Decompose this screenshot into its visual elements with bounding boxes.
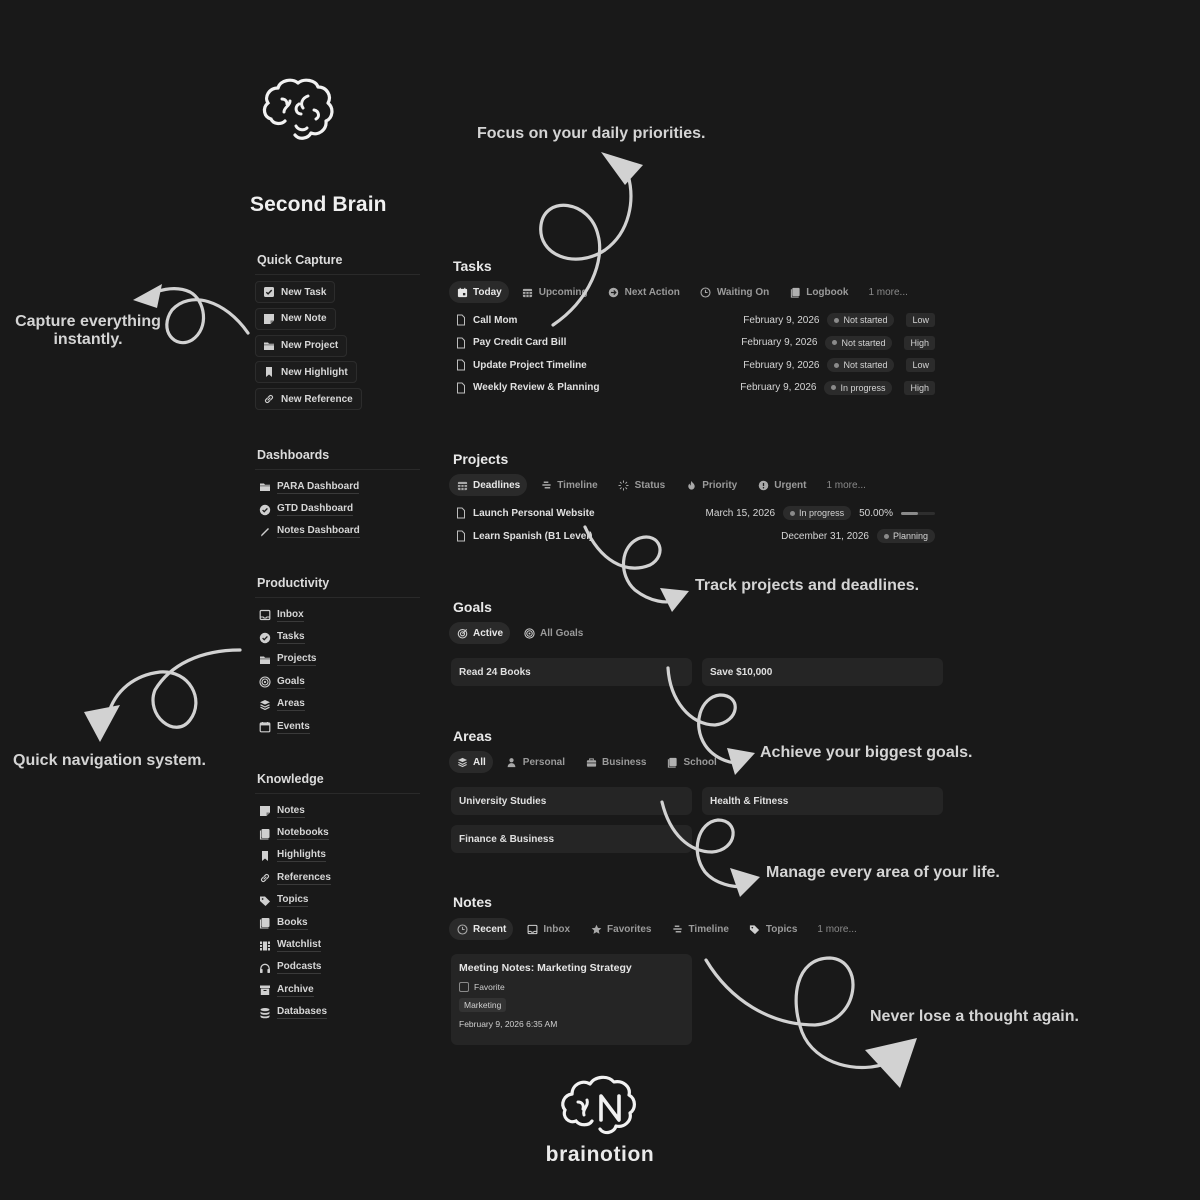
sidebar-item-podcasts[interactable]: Podcasts	[255, 957, 420, 979]
tasks-tabs	[449, 281, 915, 303]
status-badge: Planning	[877, 529, 935, 543]
progress-value: 50.00%	[859, 507, 893, 519]
tab-business[interactable]: Business	[578, 751, 653, 773]
tab-more[interactable]: 1 more...	[868, 286, 908, 298]
person-icon	[506, 756, 518, 768]
clock-icon	[700, 286, 712, 298]
area-card[interactable]: Finance & Business	[451, 825, 692, 853]
goal-card[interactable]: Read 24 Books	[451, 658, 692, 686]
priority-badge: Low	[906, 358, 935, 372]
task-row[interactable]: Update Project Timeline February 9, 2026 Not started Low	[455, 354, 935, 376]
tab-favorites[interactable]: Favorites	[583, 918, 658, 940]
calendar-day-icon	[456, 286, 468, 298]
star-icon	[590, 923, 602, 935]
task-row[interactable]: Call Mom February 9, 2026 Not started Low	[455, 309, 935, 331]
tab-upcoming[interactable]: Upcoming	[515, 281, 595, 303]
tab-school[interactable]: School	[660, 751, 724, 773]
sidebar-item-notes-dashboard[interactable]: Notes Dashboard	[255, 521, 420, 543]
tab-personal[interactable]: Personal	[499, 751, 572, 773]
project-date: December 31, 2026	[781, 530, 869, 542]
knowledge-heading: Knowledge	[255, 772, 420, 794]
archive-icon	[259, 984, 271, 996]
layers-icon	[456, 756, 468, 768]
area-card[interactable]: University Studies	[451, 787, 692, 815]
tag-icon	[749, 923, 761, 935]
tab-all[interactable]: All	[449, 751, 493, 773]
sidebar-item-gtd-dashboard[interactable]: GTD Dashboard	[255, 498, 420, 520]
brainotion-logo-icon	[556, 1072, 644, 1138]
goals-heading: Goals	[453, 599, 492, 615]
project-row[interactable]: Learn Spanish (B1 Level) December 31, 2026 Planning	[455, 525, 935, 547]
task-date: February 9, 2026	[743, 314, 820, 326]
annotation-navigation: Quick navigation system.	[13, 752, 206, 769]
tab-timeline[interactable]: Timeline	[533, 474, 604, 496]
note-icon	[263, 313, 275, 325]
knowledge-section	[255, 772, 420, 1024]
progress-bar	[901, 512, 935, 515]
target-icon	[259, 676, 271, 688]
sidebar-item-books[interactable]: Books	[255, 912, 420, 934]
area-card[interactable]: Health & Fitness	[702, 787, 943, 815]
note-title: Meeting Notes: Marketing Strategy	[459, 962, 632, 974]
check-circle-icon	[259, 504, 271, 516]
status-badge: In progress	[824, 381, 892, 395]
note-date: February 9, 2026 6:35 AM	[459, 1019, 558, 1029]
status-badge: Not started	[827, 358, 894, 372]
book-icon	[789, 286, 801, 298]
task-row[interactable]: Pay Credit Card Bill February 9, 2026 Not started High	[455, 332, 935, 354]
notebook-icon	[259, 828, 271, 840]
annotation-daily: Focus on your daily priorities.	[477, 125, 706, 142]
target-icon	[523, 627, 535, 639]
headphones-icon	[259, 962, 271, 974]
dashboards-heading: Dashboards	[255, 448, 420, 470]
goals-tabs	[449, 622, 590, 644]
task-date: February 9, 2026	[743, 359, 820, 371]
sidebar-item-notes[interactable]: Notes	[255, 800, 420, 822]
inbox-icon	[259, 609, 271, 621]
sidebar-item-archive[interactable]: Archive	[255, 979, 420, 1001]
annotation-capture: Capture everything instantly.	[15, 313, 161, 348]
brand-name: brainotion	[545, 1143, 655, 1166]
sidebar-item-tasks[interactable]: Tasks	[255, 626, 420, 648]
new-highlight-button[interactable]: New Highlight	[255, 361, 357, 383]
sidebar-item-highlights[interactable]: Highlights	[255, 845, 420, 867]
priority-badge: High	[904, 381, 935, 395]
book-icon	[259, 917, 271, 929]
note-card[interactable]	[451, 954, 692, 1045]
bookmark-icon	[263, 366, 275, 378]
tab-active[interactable]: Active	[449, 622, 510, 644]
inbox-icon	[526, 923, 538, 935]
tab-inbox[interactable]: Inbox	[519, 918, 577, 940]
calendar-icon	[259, 721, 271, 733]
areas-tabs	[449, 751, 724, 773]
clock-icon	[456, 923, 468, 935]
pencil-icon	[259, 526, 271, 538]
checkbox-icon	[263, 286, 275, 298]
task-row[interactable]: Weekly Review & Planning February 9, 2026 In progress High	[455, 377, 935, 399]
timeline-icon	[540, 479, 552, 491]
sidebar-item-watchlist[interactable]: Watchlist	[255, 934, 420, 956]
tab-priority[interactable]: Priority	[678, 474, 744, 496]
project-date: March 15, 2026	[705, 507, 776, 519]
app-title: Second Brain	[250, 193, 387, 216]
note-tag: Marketing	[459, 998, 506, 1012]
notes-tabs	[449, 918, 864, 940]
annotation-areas: Manage every area of your life.	[766, 864, 1000, 881]
notebook-icon	[667, 756, 679, 768]
sidebar-item-inbox[interactable]: Inbox	[255, 604, 420, 626]
briefcase-icon	[585, 756, 597, 768]
calendar-grid-icon	[522, 286, 534, 298]
tab-status[interactable]: Status	[611, 474, 673, 496]
sidebar-item-references[interactable]: References	[255, 867, 420, 889]
notes-heading: Notes	[453, 894, 492, 910]
file-icon	[455, 359, 467, 371]
timeline-icon	[672, 923, 684, 935]
status-badge: Not started	[827, 313, 894, 327]
productivity-heading: Productivity	[255, 576, 420, 598]
new-note-button[interactable]: New Note	[255, 308, 336, 330]
database-icon	[259, 1007, 271, 1019]
tab-recent[interactable]: Recent	[449, 918, 513, 940]
projects-tabs	[449, 474, 873, 496]
bookmark-icon	[259, 850, 271, 862]
check-circle-icon	[259, 632, 271, 644]
alert-icon	[757, 479, 769, 491]
tasks-heading: Tasks	[453, 258, 492, 274]
annotation-projects: Track projects and deadlines.	[695, 577, 920, 594]
tab-timeline[interactable]: Timeline	[665, 918, 736, 940]
tab-topics[interactable]: Topics	[742, 918, 804, 940]
sidebar-item-areas[interactable]: Areas	[255, 694, 420, 716]
link-icon	[259, 872, 271, 884]
task-date: February 9, 2026	[740, 382, 817, 393]
tab-deadlines[interactable]: Deadlines	[449, 474, 527, 496]
favorite-checkbox[interactable]	[459, 982, 469, 992]
folder-icon	[259, 481, 271, 493]
annotation-notes: Never lose a thought again.	[870, 1008, 1079, 1025]
tab-more[interactable]: 1 more...	[826, 479, 866, 491]
file-icon	[455, 507, 467, 519]
brain-logo-icon	[256, 74, 342, 148]
favorite-label: Favorite	[474, 982, 505, 992]
target-arrow-icon	[456, 627, 468, 639]
layers-icon	[259, 699, 271, 711]
flame-icon	[685, 479, 697, 491]
tab-today[interactable]: Today	[449, 281, 509, 303]
new-reference-button[interactable]: New Reference	[255, 388, 362, 410]
quick-capture-heading: Quick Capture	[255, 253, 420, 275]
projects-heading: Projects	[453, 451, 509, 467]
tab-all-goals[interactable]: All Goals	[516, 622, 590, 644]
status-badge: In progress	[783, 506, 851, 520]
areas-heading: Areas	[453, 728, 492, 744]
tab-more[interactable]: 1 more...	[817, 923, 857, 935]
sidebar-item-topics[interactable]: Topics	[255, 890, 420, 912]
goal-card[interactable]: Save $10,000	[702, 658, 943, 686]
priority-badge: High	[904, 336, 935, 350]
sidebar-item-databases[interactable]: Databases	[255, 1002, 420, 1024]
quick-capture-section	[255, 253, 420, 415]
file-icon	[455, 382, 467, 394]
calendar-grid-icon	[456, 479, 468, 491]
folder-icon	[259, 654, 271, 666]
tag-icon	[259, 895, 271, 907]
project-row[interactable]: Launch Personal Website March 15, 2026 In progress 50.00%	[455, 502, 935, 524]
arrow-circle-icon	[608, 286, 620, 298]
tab-waiting-on[interactable]: Waiting On	[693, 281, 776, 303]
annotation-goals: Achieve your biggest goals.	[760, 744, 973, 761]
tab-urgent[interactable]: Urgent	[750, 474, 813, 496]
loader-icon	[618, 479, 630, 491]
task-date: February 9, 2026	[741, 337, 818, 348]
new-task-button[interactable]: New Task	[255, 281, 335, 303]
new-project-button[interactable]: New Project	[255, 335, 347, 357]
film-icon	[259, 940, 271, 952]
sidebar-item-goals[interactable]: Goals	[255, 671, 420, 693]
link-icon	[263, 393, 275, 405]
file-icon	[455, 337, 467, 349]
tab-next-action[interactable]: Next Action	[601, 281, 687, 303]
folder-icon	[263, 340, 275, 352]
file-icon	[455, 314, 467, 326]
sidebar-item-para-dashboard[interactable]: PARA Dashboard	[255, 476, 420, 498]
dashboards-section	[255, 448, 420, 543]
sidebar-item-notebooks[interactable]: Notebooks	[255, 822, 420, 844]
note-icon	[259, 805, 271, 817]
priority-badge: Low	[906, 313, 935, 327]
file-icon	[455, 530, 467, 542]
productivity-section	[255, 576, 420, 738]
sidebar-item-events[interactable]: Events	[255, 716, 420, 738]
status-badge: Not started	[825, 336, 892, 350]
sidebar-item-projects[interactable]: Projects	[255, 649, 420, 671]
tab-logbook[interactable]: Logbook	[782, 281, 855, 303]
